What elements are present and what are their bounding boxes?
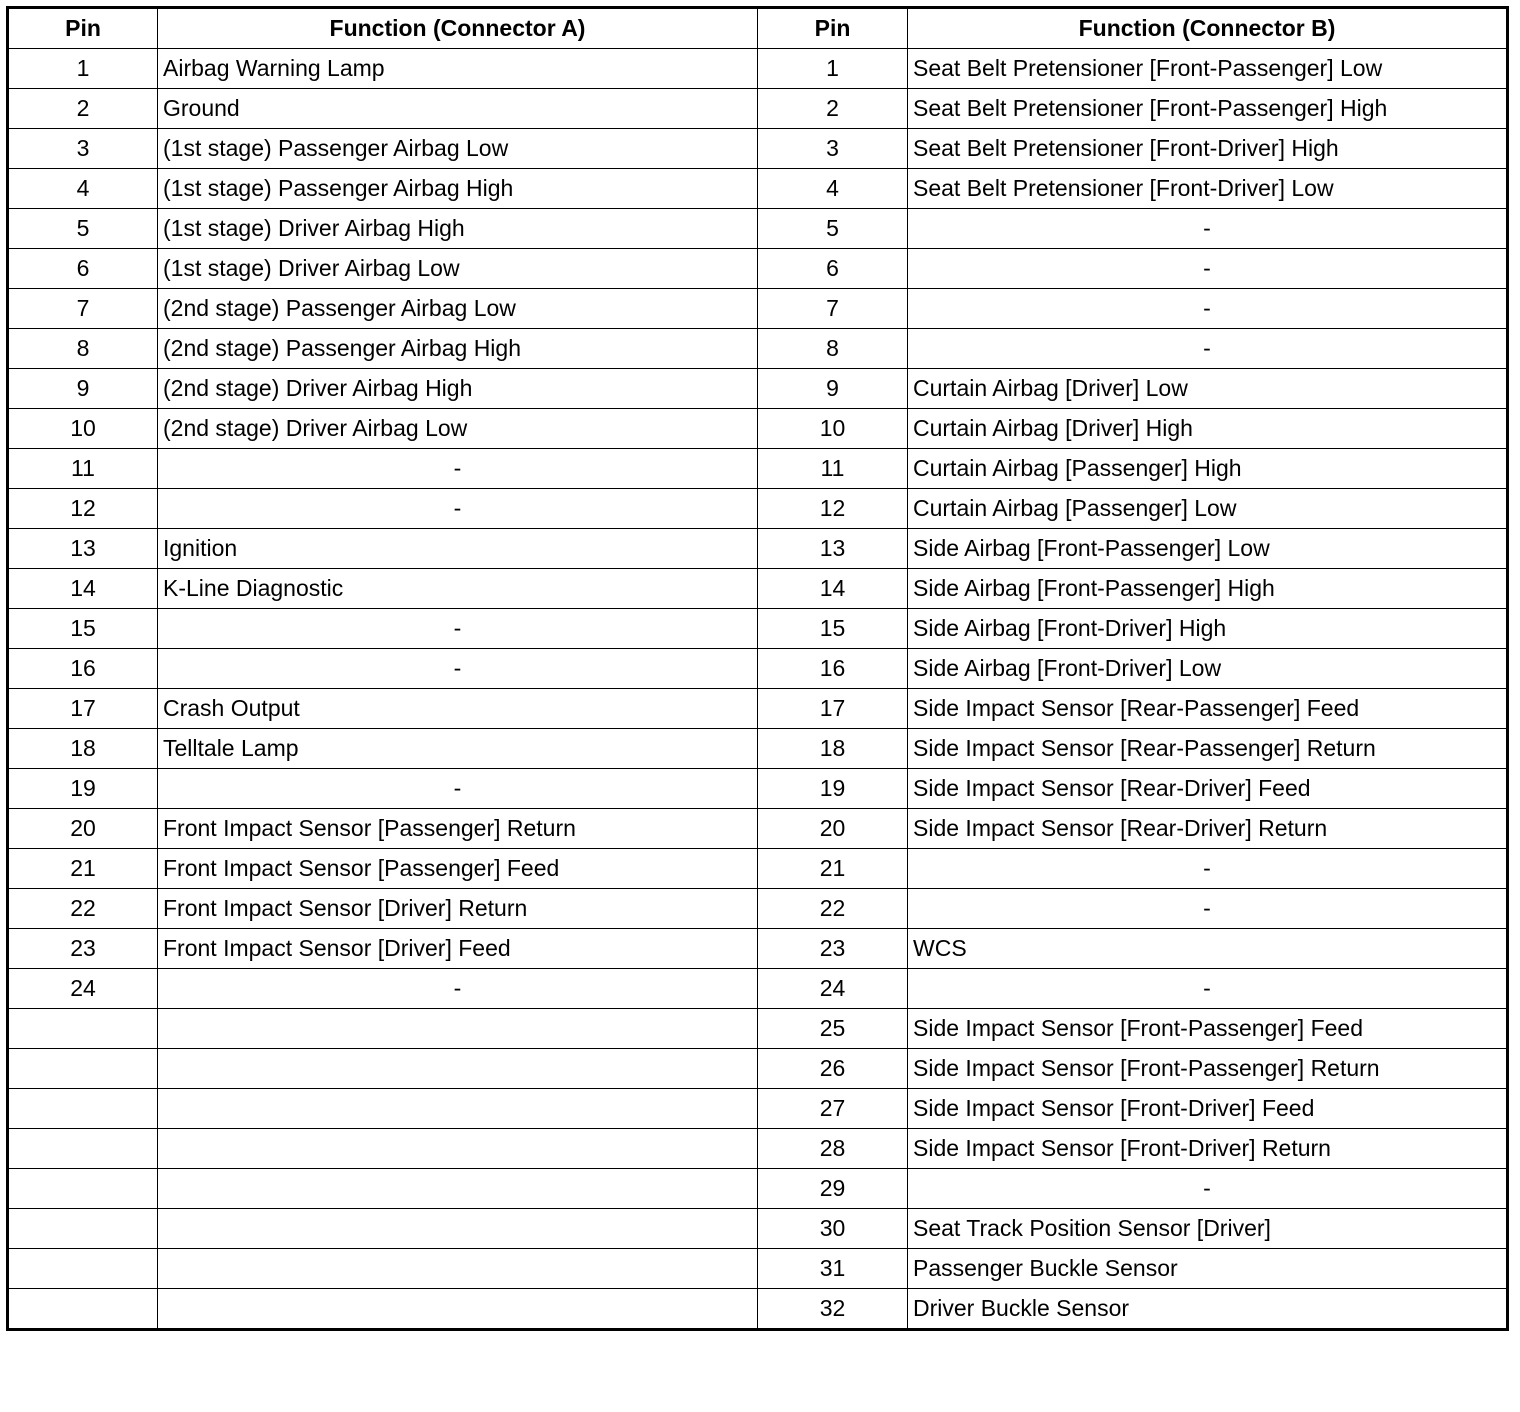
function-b-cell: Seat Track Position Sensor [Driver] [908,1209,1508,1249]
function-b-cell: Side Impact Sensor [Rear-Driver] Feed [908,769,1508,809]
pin-a-cell: 17 [8,689,158,729]
table-row [8,129,1508,169]
function-b-cell: WCS [908,929,1508,969]
pin-a-cell: 11 [8,449,158,489]
pin-b-cell: 17 [758,689,908,729]
pin-a-cell: 15 [8,609,158,649]
table-row [8,969,1508,1009]
pin-a-cell: 6 [8,249,158,289]
function-a-cell: - [158,649,758,689]
pin-b-cell: 27 [758,1089,908,1129]
table-row [8,569,1508,609]
pin-b-cell: 6 [758,249,908,289]
function-b-cell: Side Impact Sensor [Rear-Passenger] Return [908,729,1508,769]
table-row [8,1289,1508,1330]
pin-b-cell: 2 [758,89,908,129]
header-pin-b: Pin [758,8,908,49]
connector-pinout-table [6,6,1509,1331]
header-function-a: Function (Connector A) [158,8,758,49]
pin-a-cell: 21 [8,849,158,889]
pin-b-cell: 32 [758,1289,908,1330]
pin-b-cell: 15 [758,609,908,649]
pin-a-cell: 13 [8,529,158,569]
pin-a-cell [8,1169,158,1209]
pin-b-cell: 12 [758,489,908,529]
pin-b-cell: 4 [758,169,908,209]
pin-b-cell: 21 [758,849,908,889]
function-a-cell: - [158,449,758,489]
pin-b-cell: 24 [758,969,908,1009]
pin-a-cell: 16 [8,649,158,689]
pin-a-cell: 4 [8,169,158,209]
function-b-cell: Seat Belt Pretensioner [Front-Passenger] Low [908,49,1508,89]
pin-a-cell: 18 [8,729,158,769]
function-b-cell: - [908,849,1508,889]
pin-a-cell [8,1009,158,1049]
table-row [8,849,1508,889]
pin-a-cell [8,1129,158,1169]
function-b-cell: - [908,889,1508,929]
function-b-cell: Seat Belt Pretensioner [Front-Passenger] High [908,89,1508,129]
header-pin-a: Pin [8,8,158,49]
pin-b-cell: 8 [758,329,908,369]
function-b-cell: Driver Buckle Sensor [908,1289,1508,1330]
pin-a-cell: 23 [8,929,158,969]
function-a-cell: K-Line Diagnostic [158,569,758,609]
pin-a-cell: 24 [8,969,158,1009]
function-b-cell: Seat Belt Pretensioner [Front-Driver] High [908,129,1508,169]
pin-b-cell: 20 [758,809,908,849]
table-row [8,729,1508,769]
pin-b-cell: 3 [758,129,908,169]
pin-a-cell: 20 [8,809,158,849]
table-row [8,89,1508,129]
table-body [8,49,1508,1330]
table-row [8,169,1508,209]
table-row [8,249,1508,289]
table-row [8,209,1508,249]
function-b-cell: Side Impact Sensor [Front-Passenger] Return [908,1049,1508,1089]
function-a-cell: Front Impact Sensor [Driver] Feed [158,929,758,969]
table-row [8,49,1508,89]
pin-a-cell [8,1089,158,1129]
table-row [8,1169,1508,1209]
pin-a-cell: 19 [8,769,158,809]
function-b-cell: Curtain Airbag [Driver] High [908,409,1508,449]
function-a-cell: - [158,969,758,1009]
function-a-cell [158,1289,758,1330]
function-b-cell: - [908,969,1508,1009]
function-a-cell: Airbag Warning Lamp [158,49,758,89]
function-a-cell: Crash Output [158,689,758,729]
pin-b-cell: 30 [758,1209,908,1249]
table-row [8,489,1508,529]
function-b-cell: Side Airbag [Front-Passenger] Low [908,529,1508,569]
function-b-cell: Side Impact Sensor [Front-Driver] Return [908,1129,1508,1169]
function-a-cell [158,1169,758,1209]
pin-a-cell: 14 [8,569,158,609]
pin-b-cell: 9 [758,369,908,409]
function-a-cell: Front Impact Sensor [Passenger] Feed [158,849,758,889]
function-b-cell: - [908,289,1508,329]
pin-b-cell: 25 [758,1009,908,1049]
table-row [8,329,1508,369]
function-a-cell [158,1009,758,1049]
pin-b-cell: 26 [758,1049,908,1089]
function-a-cell [158,1129,758,1169]
table-row [8,929,1508,969]
table-row [8,1049,1508,1089]
table-row [8,649,1508,689]
pin-b-cell: 19 [758,769,908,809]
pin-b-cell: 31 [758,1249,908,1289]
pin-a-cell: 1 [8,49,158,89]
function-a-cell: (1st stage) Passenger Airbag High [158,169,758,209]
function-b-cell: Curtain Airbag [Passenger] High [908,449,1508,489]
header-function-b: Function (Connector B) [908,8,1508,49]
pin-b-cell: 10 [758,409,908,449]
table-row [8,1129,1508,1169]
pin-a-cell: 2 [8,89,158,129]
function-a-cell [158,1209,758,1249]
function-b-cell: Side Impact Sensor [Front-Driver] Feed [908,1089,1508,1129]
function-b-cell: - [908,249,1508,289]
pin-a-cell: 5 [8,209,158,249]
function-a-cell: Ground [158,89,758,129]
function-b-cell: - [908,209,1508,249]
pin-b-cell: 11 [758,449,908,489]
function-b-cell: Side Impact Sensor [Rear-Passenger] Feed [908,689,1508,729]
function-a-cell: Ignition [158,529,758,569]
function-a-cell: (1st stage) Driver Airbag Low [158,249,758,289]
table-row [8,809,1508,849]
header-row [8,8,1508,49]
pin-a-cell: 9 [8,369,158,409]
table-row [8,529,1508,569]
table-row [8,769,1508,809]
function-b-cell: Curtain Airbag [Passenger] Low [908,489,1508,529]
table-row [8,449,1508,489]
function-b-cell: - [908,329,1508,369]
function-b-cell: - [908,1169,1508,1209]
table-row [8,889,1508,929]
function-a-cell: (1st stage) Driver Airbag High [158,209,758,249]
table-row [8,1209,1508,1249]
function-a-cell: (1st stage) Passenger Airbag Low [158,129,758,169]
function-b-cell: Side Airbag [Front-Driver] High [908,609,1508,649]
table-row [8,289,1508,329]
pin-a-cell: 8 [8,329,158,369]
pin-b-cell: 5 [758,209,908,249]
pin-b-cell: 23 [758,929,908,969]
pin-b-cell: 14 [758,569,908,609]
function-a-cell [158,1249,758,1289]
function-a-cell: Front Impact Sensor [Passenger] Return [158,809,758,849]
function-a-cell: Telltale Lamp [158,729,758,769]
table-row [8,1009,1508,1049]
function-b-cell: Side Impact Sensor [Rear-Driver] Return [908,809,1508,849]
pin-b-cell: 22 [758,889,908,929]
pin-b-cell: 28 [758,1129,908,1169]
function-a-cell: - [158,489,758,529]
pin-a-cell: 22 [8,889,158,929]
table-row [8,369,1508,409]
pin-a-cell [8,1249,158,1289]
pin-a-cell: 12 [8,489,158,529]
function-b-cell: Passenger Buckle Sensor [908,1249,1508,1289]
function-b-cell: Side Airbag [Front-Driver] Low [908,649,1508,689]
function-a-cell: (2nd stage) Passenger Airbag High [158,329,758,369]
table-row [8,1089,1508,1129]
function-a-cell: (2nd stage) Passenger Airbag Low [158,289,758,329]
function-a-cell: (2nd stage) Driver Airbag High [158,369,758,409]
pin-a-cell [8,1209,158,1249]
table-row [8,689,1508,729]
function-b-cell: Curtain Airbag [Driver] Low [908,369,1508,409]
function-a-cell: Front Impact Sensor [Driver] Return [158,889,758,929]
pin-b-cell: 18 [758,729,908,769]
pin-b-cell: 29 [758,1169,908,1209]
table-row [8,409,1508,449]
table-row [8,609,1508,649]
function-b-cell: Side Impact Sensor [Front-Passenger] Feed [908,1009,1508,1049]
function-a-cell: - [158,769,758,809]
pin-a-cell [8,1289,158,1330]
pin-b-cell: 16 [758,649,908,689]
pin-a-cell [8,1049,158,1089]
function-a-cell: - [158,609,758,649]
function-a-cell [158,1049,758,1089]
table-row [8,1249,1508,1289]
pin-b-cell: 1 [758,49,908,89]
pin-b-cell: 13 [758,529,908,569]
function-b-cell: Seat Belt Pretensioner [Front-Driver] Low [908,169,1508,209]
pin-a-cell: 3 [8,129,158,169]
function-b-cell: Side Airbag [Front-Passenger] High [908,569,1508,609]
pin-b-cell: 7 [758,289,908,329]
pin-a-cell: 10 [8,409,158,449]
function-a-cell: (2nd stage) Driver Airbag Low [158,409,758,449]
function-a-cell [158,1089,758,1129]
pin-a-cell: 7 [8,289,158,329]
